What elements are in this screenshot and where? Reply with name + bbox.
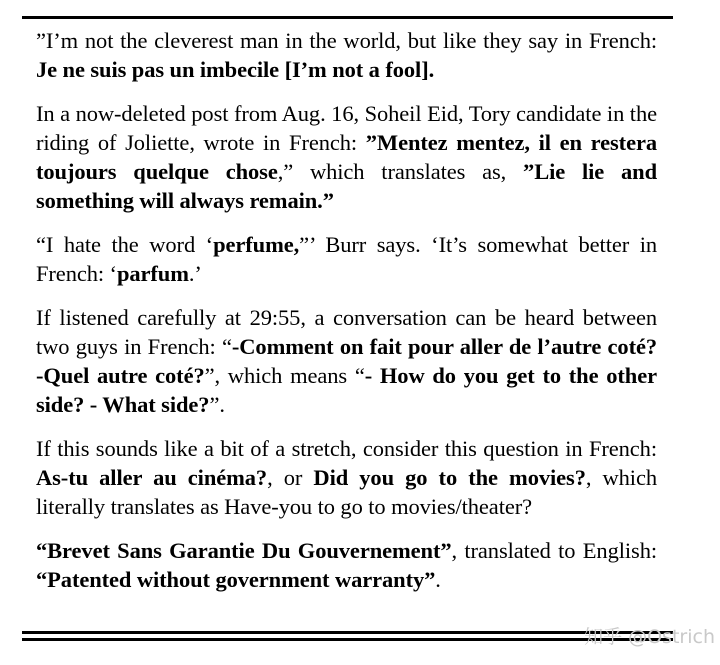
text-segment: In a now-deleted post from Aug. 16, Soheil Eid, Tory candidate in the riding of Joliette, wrote in French: bbox=[36, 101, 657, 155]
paragraph bbox=[36, 230, 657, 288]
bold-phrase-segment: - How do you get to the other side? - What side? bbox=[36, 363, 657, 417]
text-segment: ”. bbox=[209, 392, 225, 417]
text-segment: ”’ Burr says. ‘It’s somewhat better in French: ‘ bbox=[36, 232, 657, 286]
paragraph bbox=[36, 99, 657, 215]
watermark: 知乎 @Ostrich bbox=[584, 626, 715, 648]
bold-phrase-segment: Did you go to the movies? bbox=[313, 465, 586, 490]
bold-phrase-segment: -Comment on fait pour aller de l’autre coté? -Quel autre coté? bbox=[36, 334, 658, 388]
text-segment: If this sounds like a bit of a stretch, consider this question in French: bbox=[36, 436, 657, 461]
bold-phrase-segment: parfum bbox=[116, 261, 189, 286]
bottom-rule-line-2 bbox=[22, 638, 673, 641]
paragraph bbox=[36, 536, 657, 594]
bold-phrase-segment: ”Mentez mentez, il en restera toujours quelque chose bbox=[36, 130, 657, 184]
paragraph bbox=[36, 434, 657, 521]
text-segment: , translated to English: bbox=[451, 538, 657, 563]
bold-phrase-segment: perfume, bbox=[213, 232, 300, 257]
text-segment: ”I’m not the cleverest man in the world, but like they say in French: bbox=[36, 28, 657, 53]
text-segment: , or bbox=[267, 465, 314, 490]
document-body bbox=[36, 26, 657, 609]
text-segment: ,” which translates as, bbox=[277, 159, 524, 184]
bold-phrase-segment: Je ne suis pas un imbecile [I’m not a fool]. bbox=[36, 57, 435, 82]
text-segment: If listened carefully at 29:55, a conversation can be heard between two guys in French: “ bbox=[36, 305, 657, 359]
paragraph bbox=[36, 303, 657, 419]
bottom-double-rule bbox=[22, 631, 673, 641]
bottom-rule-line-1 bbox=[22, 631, 673, 634]
bold-phrase-segment: “Brevet Sans Garantie Du Gouvernement” bbox=[36, 538, 452, 563]
top-rule bbox=[22, 16, 673, 19]
text-segment: . bbox=[435, 567, 441, 592]
paragraph bbox=[36, 26, 657, 84]
text-segment: ”, which means “ bbox=[204, 363, 365, 388]
text-segment: .’ bbox=[188, 261, 202, 286]
bold-phrase-segment: “Patented without government warranty” bbox=[36, 567, 436, 592]
bold-phrase-segment: As-tu aller au cinéma? bbox=[36, 465, 268, 490]
bold-phrase-segment: ”Lie lie and something will always remain.” bbox=[36, 159, 657, 213]
text-segment: , which literally translates as Have-you to go to movies/theater? bbox=[36, 465, 657, 519]
text-segment: “I hate the word ‘ bbox=[36, 232, 214, 257]
